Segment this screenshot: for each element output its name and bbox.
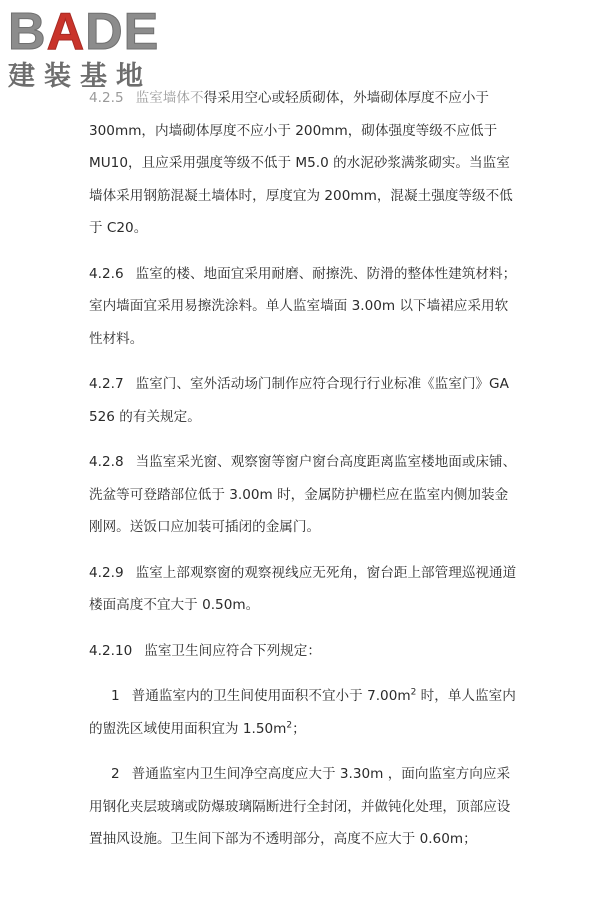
list-item-1: 1 普通监室内的卫生间使用面积不宜小于 $7.00m^2$ 时，单人监室内的盥洗区域使用面积宜为 $1.50m^2$；: [89, 687, 516, 737]
logo: [8, 3, 178, 94]
logo-subtitle: 建装基地: [8, 61, 152, 92]
list-item-2: 2 普通监室内卫生间净空高度应大于 3.30m ，面向监室方向应采用钢化夹层玻璃或防爆玻璃隔断进行全封闭，并做钝化处理，顶部应设置抽风设施。卫生间下部为不透明部分，高度不应大于 0.60m；: [89, 766, 511, 847]
clause-4-2-10: 4.2.10 监室卫生间应符合下列规定：: [89, 642, 321, 659]
clause-4-2-5: 4.2.5 监室墙体不得采用空心或轻质砌体，外墙砌体厚度不应小于 300mm，内墙砌体厚度不应小于 200mm，砌体强度等级不应低于 MU10，且应采用强度等级不低于 M5.0 的水泥砂浆满浆砌实。当监室墙体采用钢筋混凝土墙体时，厚度宜为 200mm，混凝土强度等级不低于 C20。: [89, 90, 513, 236]
logo-wordmark: BADE: [8, 3, 160, 61]
clause-4-2-6: 4.2.6 监室的楼、地面宜采用耐磨、耐擦洗、防滑的整体性建筑材料；室内墙面宜采用易擦洗涂料。单人监室墙面 3.00m 以下墙裙应采用软性材料。: [89, 265, 517, 347]
clause-4-2-7: 4.2.7 监室门、室外活动场门制作应符合现行行业标准《监室门》GA 526 的有关规定。: [89, 376, 509, 425]
document-body: [89, 82, 519, 869]
clause-4-2-9: 4.2.9 监室上部观察窗的观察视线应无死角，窗台距上部管理巡视通道楼面高度不宜大于 0.50m。: [89, 564, 517, 613]
clause-4-2-8: 4.2.8 当监室采光窗、观察窗等窗户窗台高度距离监室楼地面或床铺、洗盆等可登踏部位低于 3.00m 时，金属防护栅栏应在监室内侧加装金刚网。送饭口应加装可插闭的金属门。: [89, 454, 517, 535]
